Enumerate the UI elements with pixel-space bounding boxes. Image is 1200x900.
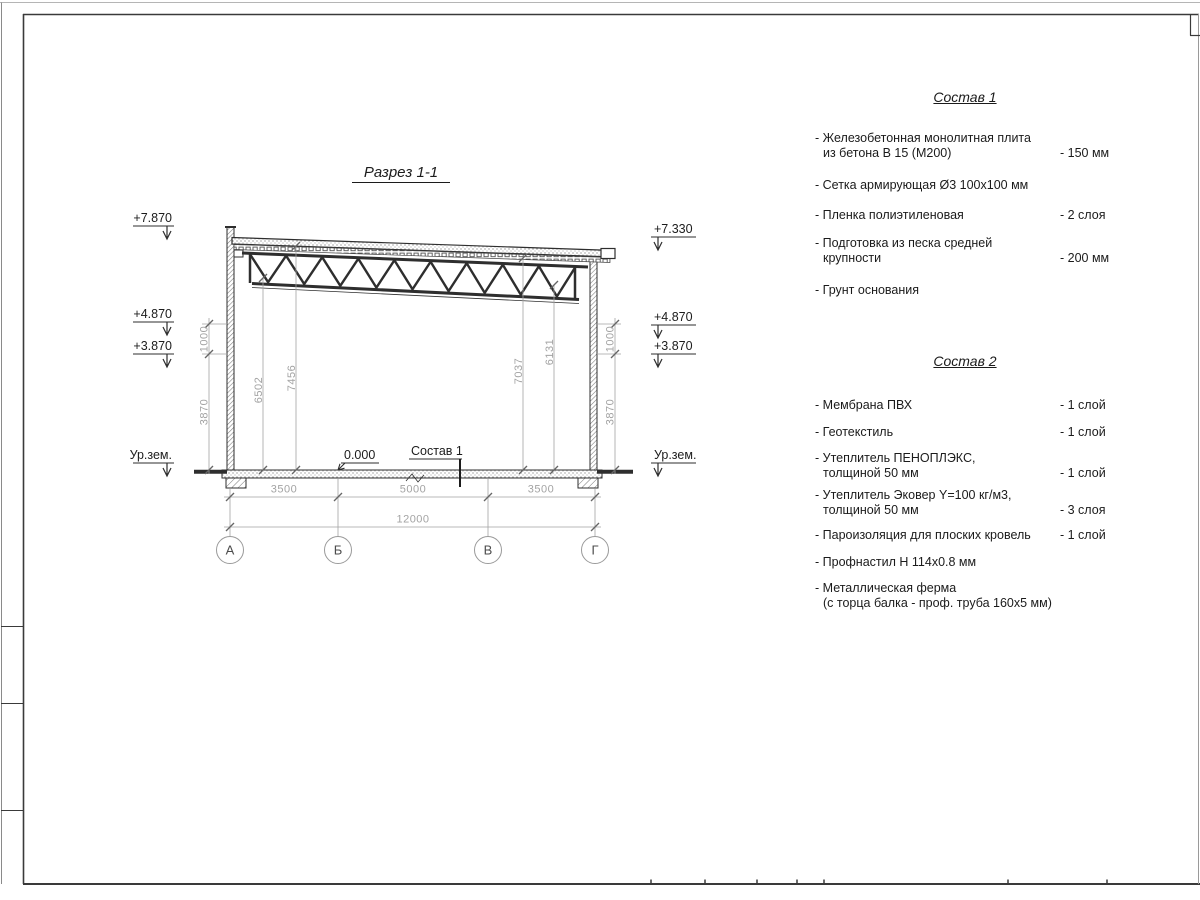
elevation-label: +3.870 (133, 339, 172, 353)
material-line-1: - Грунт основания (815, 283, 920, 297)
elevation-arrow-icon (654, 354, 662, 367)
elevation-arrow-icon (163, 463, 171, 476)
elevation-label: +7.870 (133, 211, 172, 225)
sostav1-title: Состав 1 (933, 89, 997, 105)
material-value: - 2 слоя (1060, 208, 1106, 222)
ground-level-label: Ур.зем. (654, 448, 697, 462)
right-footing (578, 478, 598, 488)
axis-markers (217, 537, 609, 564)
left-footing (226, 478, 246, 488)
material-line-2: толщиной 50 мм (823, 466, 919, 480)
dim-label: 5000 (399, 483, 427, 496)
material-line-1: - Утеплитель ПЕНОПЛЭКС, (815, 451, 976, 465)
material-line-1: - Металлическая ферма (815, 581, 957, 595)
dim-label: 3500 (527, 483, 555, 496)
elevation-label: +4.870 (133, 307, 172, 321)
axis-label-g: Г (591, 542, 599, 558)
roof-truss (242, 253, 588, 304)
material-item (815, 208, 964, 223)
left-wall (227, 227, 234, 470)
dim-label: 3870 (604, 398, 617, 426)
material-line-1: - Пленка полиэтиленовая (815, 208, 964, 222)
right-wall (590, 258, 597, 470)
ground-level-label: Ур.зем. (129, 448, 172, 462)
material-value: - 1 слой (1060, 466, 1106, 480)
floor-labels (338, 444, 463, 487)
material-line-2: из бетона В 15 (М200) (823, 146, 952, 160)
material-item (815, 178, 1028, 193)
material-line-1: - Утеплитель Эковер Y=100 кг/м3, (815, 488, 1012, 502)
elevation-arrow-icon (163, 226, 171, 239)
material-line-1: - Мембрана ПВХ (815, 398, 913, 412)
elevation-arrow-icon (654, 237, 662, 250)
leader-arrow-icon (338, 463, 345, 470)
material-line-1: - Профнастил Н 114х0.8 мм (815, 555, 977, 569)
elevation-arrow-icon (163, 354, 171, 367)
material-line-2: (с торца балка - проф. труба 160х5 мм) (823, 596, 1052, 610)
dim-label: 7037 (513, 357, 525, 385)
dim-label: 7456 (286, 364, 298, 392)
dim-label: 1000 (604, 325, 617, 353)
zero-level-label: 0.000 (344, 448, 376, 462)
material-item (815, 581, 1052, 611)
material-value: - 200 мм (1060, 251, 1110, 265)
material-item (815, 236, 992, 266)
material-value: - 1 слой (1060, 528, 1106, 542)
elevation-arrow-icon (654, 325, 662, 338)
material-item (815, 555, 976, 570)
truss-left-plate (234, 250, 243, 257)
dim-label: 6502 (253, 376, 265, 404)
elevation-label: +4.870 (654, 310, 693, 324)
material-line-1: - Сетка армирующая Ø3 100х100 мм (815, 178, 1029, 192)
material-item (815, 488, 1011, 518)
material-item (815, 131, 1031, 161)
material-line-1: - Железобетонная монолитная плита (815, 131, 1031, 145)
material-item (815, 283, 919, 298)
dim-label: 1000 (198, 325, 211, 353)
dim-label: 3500 (270, 483, 298, 496)
material-line-1: - Геотекстиль (815, 425, 894, 439)
dim-label: 3870 (198, 398, 211, 426)
elevation-marks-left (130, 211, 174, 476)
floor-composition-label: Состав 1 (411, 444, 463, 458)
elevation-arrow-icon (654, 463, 662, 476)
elevation-label: +3.870 (654, 339, 693, 353)
axis-label-v: В (483, 542, 493, 558)
roof-edge-beam (601, 249, 615, 259)
material-value: - 1 слой (1060, 425, 1106, 439)
material-value: - 3 слоя (1060, 503, 1106, 517)
section-title: Разрез 1-1 (363, 164, 439, 181)
material-item (815, 528, 1031, 543)
sostav2-title: Состав 2 (933, 353, 997, 369)
material-value: - 1 слой (1060, 398, 1106, 412)
material-item (815, 451, 975, 481)
material-line-2: толщиной 50 мм (823, 503, 919, 517)
material-item (815, 398, 912, 413)
material-value: - 150 мм (1060, 146, 1110, 160)
axis-label-a: А (225, 542, 235, 558)
elevation-label: +7.330 (654, 222, 693, 236)
elevation-marks-right (651, 222, 696, 476)
material-item (815, 425, 893, 440)
dim-total-label: 12000 (396, 513, 430, 526)
material-line-1: - Пароизоляция для плоских кровель (815, 528, 1031, 542)
elevation-arrow-icon (163, 322, 171, 335)
material-line-1: - Подготовка из песка средней (815, 236, 993, 250)
dim-label: 6131 (544, 338, 556, 366)
axis-label-b: Б (333, 542, 343, 558)
material-line-2: крупности (823, 251, 882, 265)
